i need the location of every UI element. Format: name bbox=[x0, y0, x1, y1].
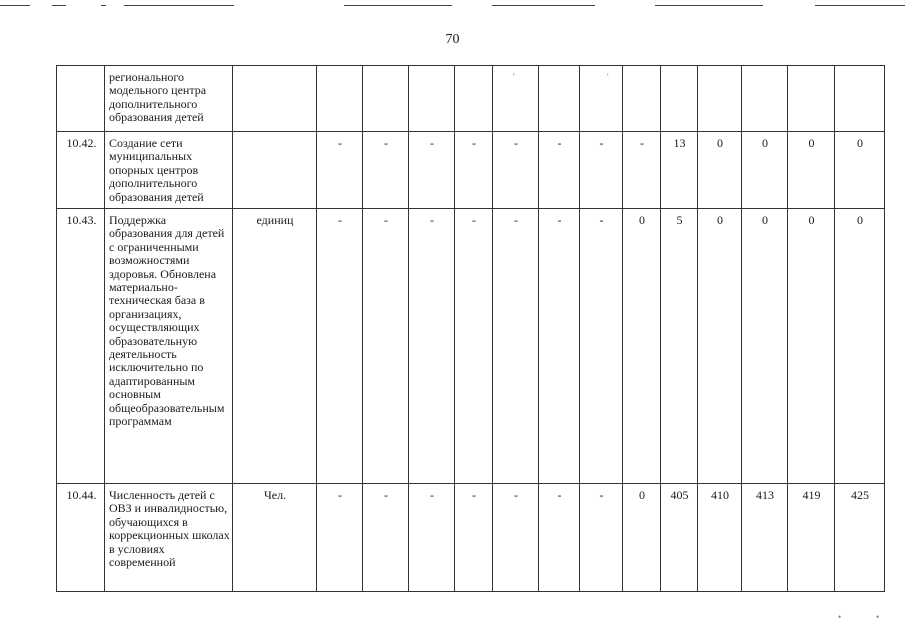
value-cell bbox=[623, 66, 661, 132]
table-row bbox=[57, 66, 885, 132]
row-number: 10.44. bbox=[57, 484, 105, 592]
value-cell: 0 bbox=[698, 209, 742, 484]
row-number: 10.42. bbox=[57, 132, 105, 209]
value-cell: - bbox=[317, 132, 363, 209]
row-unit: единиц bbox=[233, 209, 317, 484]
value-cell bbox=[698, 66, 742, 132]
value-cell: - bbox=[493, 132, 539, 209]
header-rule bbox=[0, 5, 30, 6]
value-cell: 0 bbox=[788, 132, 835, 209]
value-cell: - bbox=[539, 132, 580, 209]
scan-speck: ' bbox=[513, 72, 515, 82]
scan-speck: • bbox=[876, 612, 880, 622]
value-cell: 0 bbox=[623, 209, 661, 484]
scan-speck: ' bbox=[607, 72, 609, 82]
row-description: регионального модельного центра дополнительного образования детей bbox=[105, 66, 233, 132]
value-cell: 0 bbox=[835, 209, 885, 484]
row-description: Создание сети муниципальных опорных центров дополнительного образования детей bbox=[105, 132, 233, 209]
value-cell bbox=[835, 66, 885, 132]
value-cell bbox=[580, 66, 623, 132]
table-row bbox=[57, 484, 885, 592]
row-number bbox=[57, 66, 105, 132]
value-cell bbox=[493, 66, 539, 132]
value-cell: 419 bbox=[788, 484, 835, 592]
value-cell bbox=[455, 66, 493, 132]
page-number: 70 bbox=[445, 32, 460, 47]
value-cell: 413 bbox=[742, 484, 788, 592]
value-cell: 0 bbox=[788, 209, 835, 484]
value-cell: - bbox=[317, 209, 363, 484]
value-cell: - bbox=[580, 484, 623, 592]
value-cell: - bbox=[493, 209, 539, 484]
value-cell bbox=[409, 66, 455, 132]
value-cell: - bbox=[455, 132, 493, 209]
header-rule bbox=[655, 5, 763, 6]
header-rule bbox=[124, 5, 234, 6]
row-number: 10.43. bbox=[57, 209, 105, 484]
value-cell: 425 bbox=[835, 484, 885, 592]
value-cell: - bbox=[363, 209, 409, 484]
value-cell: 0 bbox=[698, 132, 742, 209]
value-cell: - bbox=[455, 484, 493, 592]
value-cell: - bbox=[580, 132, 623, 209]
table-row bbox=[57, 132, 885, 209]
value-cell: - bbox=[539, 484, 580, 592]
value-cell: 0 bbox=[835, 132, 885, 209]
value-cell: 0 bbox=[742, 209, 788, 484]
row-unit: Чел. bbox=[233, 484, 317, 592]
value-cell bbox=[788, 66, 835, 132]
value-cell bbox=[539, 66, 580, 132]
row-description: Численность детей с ОВЗ и инвалидностью, обучающихся в коррекционных школах в условиях современной bbox=[105, 484, 233, 592]
scan-speck: • bbox=[838, 612, 842, 622]
row-unit bbox=[233, 66, 317, 132]
value-cell: - bbox=[409, 484, 455, 592]
value-cell bbox=[363, 66, 409, 132]
value-cell: - bbox=[317, 484, 363, 592]
row-unit bbox=[233, 132, 317, 209]
row-description: Поддержка образования для детей с ограниченными возможностями здоровья. Обновлена материально-техническая база в организациях, осуществляющих образовательную деятельность исключительно по адаптированным основным общеобразовательным программам bbox=[105, 209, 233, 484]
header-rule bbox=[492, 5, 595, 6]
value-cell: 0 bbox=[623, 484, 661, 592]
value-cell bbox=[317, 66, 363, 132]
value-cell: - bbox=[455, 209, 493, 484]
value-cell: - bbox=[363, 132, 409, 209]
value-cell: - bbox=[409, 132, 455, 209]
value-cell bbox=[661, 66, 698, 132]
header-rule bbox=[52, 5, 66, 6]
value-cell: 410 bbox=[698, 484, 742, 592]
value-cell: 13 bbox=[661, 132, 698, 209]
value-cell: 0 bbox=[742, 132, 788, 209]
header-rule bbox=[344, 5, 452, 6]
indicators-table bbox=[56, 65, 885, 592]
value-cell bbox=[742, 66, 788, 132]
value-cell: - bbox=[580, 209, 623, 484]
value-cell: - bbox=[493, 484, 539, 592]
value-cell: 405 bbox=[661, 484, 698, 592]
value-cell: - bbox=[539, 209, 580, 484]
value-cell: - bbox=[363, 484, 409, 592]
table-row bbox=[57, 209, 885, 484]
value-cell: - bbox=[623, 132, 661, 209]
header-rule bbox=[815, 5, 905, 6]
header-rule bbox=[101, 5, 106, 6]
value-cell: - bbox=[409, 209, 455, 484]
value-cell: 5 bbox=[661, 209, 698, 484]
